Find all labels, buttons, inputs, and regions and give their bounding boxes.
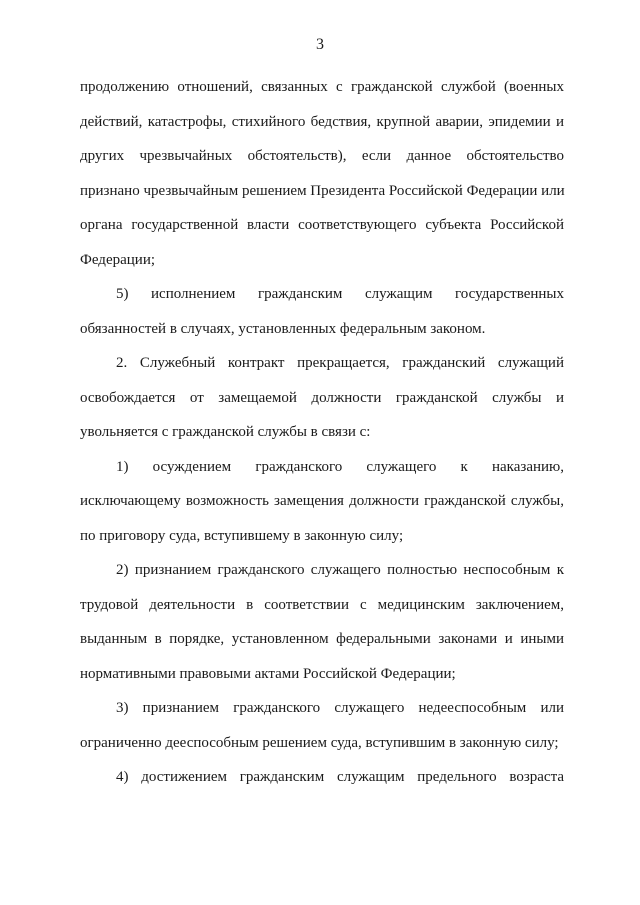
text-line: выданным в порядке, установленном федеральными законами и иными [80,631,564,647]
text-line: других чрезвычайных обстоятельств), если данное обстоятельство [80,148,564,164]
text-line: ограниченно дееспособным решением суда, вступившим в законную силу; [80,734,559,751]
text-line: органа государственной власти соответствующего субъекта Российской [80,217,564,233]
text-line: обязанностей в случаях, установленных федеральным законом. [80,320,486,337]
text-line: 3) признанием гражданского служащего недееспособным или [116,700,564,716]
text-line: Федерации; [80,251,156,268]
text-line: нормативными правовыми актами Российской Федерации; [80,665,456,682]
text-line: трудовой деятельности в соответствии с медицинским заключением, [80,596,564,613]
text-line: 2) признанием гражданского служащего полностью неспособным к [116,562,564,578]
text-line: освобождается от замещаемой должности гражданской службы и [80,389,564,406]
text-line: по приговору суда, вступившему в законную силу; [80,527,404,544]
text-line: продолжению отношений, связанных с гражданской службой (военных [80,79,564,95]
text-line: признано чрезвычайным решением Президента Российской Федерации или [80,182,565,199]
text-line: увольняется с гражданской службы в связи с: [80,424,371,440]
page-number: 3 [316,36,324,53]
document-body [80,70,564,795]
text-line: 1) осуждением гражданского служащего к наказанию, [116,458,564,475]
text-line: 5) исполнением гражданским служащим государственных [116,286,564,302]
text-line: 2. Служебный контракт прекращается, гражданский служащий [116,355,564,371]
text-line: исключающему возможность замещения должности гражданской службы, [80,493,564,509]
text-line: 4) достижением гражданским служащим предельного возраста [116,769,564,785]
text-line: действий, катастрофы, стихийного бедствия, крупной аварии, эпидемии и [80,113,564,130]
